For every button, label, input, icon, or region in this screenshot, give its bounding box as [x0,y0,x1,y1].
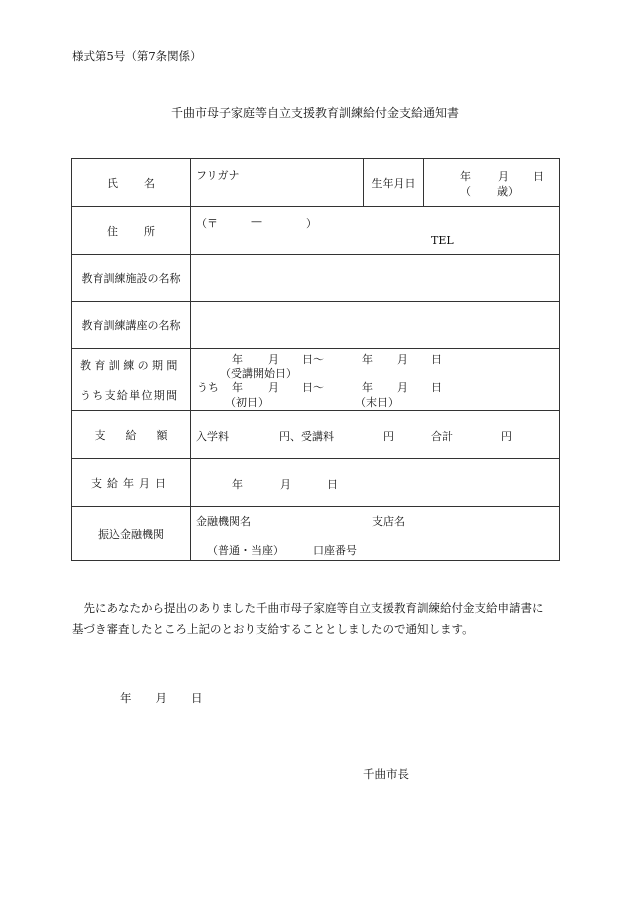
body-line-2: 基づき審査したところ上記のとおり支給することとしましたので通知します。 [72,622,474,636]
postal-open: （〒 [196,217,218,230]
period-start-year: 年 [232,353,243,366]
first-day-note: （初日） [225,396,269,409]
payment-year-unit: 年 [232,478,243,491]
amount-label-cell [72,411,191,459]
tuition-yen: 円 [383,430,394,443]
issue-date [120,690,203,706]
issue-month-unit: 月 [155,691,167,705]
course-field[interactable] [191,302,560,349]
row-course [72,302,560,349]
address-label-right: 所 [144,224,155,238]
last-day-note: （末日） [355,396,399,409]
unit-start-year: 年 [232,381,243,394]
address-field[interactable] [191,207,560,255]
issue-day-unit: 日 [191,691,203,705]
account-number-label: 口座番号 [313,544,357,557]
unit-end-year: 年 [362,381,373,394]
period-start-note: （受講開始日） [220,367,297,380]
row-payment-date [72,459,560,507]
notification-body [72,598,562,640]
payment-month-unit: 月 [280,478,291,491]
course-label: 教育訓練講座の名称 [72,302,191,349]
age-unit: 歳） [497,185,519,198]
form-number: 様式第5号（第7条関係） [72,49,202,63]
period-label-1: 教育訓練の期間 [80,359,181,372]
bank-label: 振込金融機関 [72,507,191,561]
account-type-label: （普通・当座） [207,544,284,557]
document-title: 千曲市母子家庭等自立支援教育訓練給付金支給通知書 [170,106,459,120]
issue-year-unit: 年 [120,691,132,705]
row-bank [72,507,560,561]
period-field[interactable] [191,349,560,411]
tel-label: TEL [431,234,454,247]
period-end-day: 日 [431,353,442,366]
amount-field[interactable] [191,411,560,459]
unit-end-month: 月 [397,381,408,394]
row-address [72,207,560,255]
bank-field[interactable] [191,507,560,561]
payment-date-label: 支給年月日 [72,459,191,507]
period-label-cell [72,349,191,411]
amount-label-2: 給 [125,428,137,442]
amount-label-1: 支 [94,428,106,442]
period-start-day: 日～ [302,353,324,366]
admission-fee-label: 入学料 [196,430,229,443]
name-label-cell [72,159,191,207]
facility-field[interactable] [191,255,560,302]
facility-label: 教育訓練施設の名称 [72,255,191,302]
name-label-left: 氏 [107,176,118,190]
tuition-label: 円、受講料 [279,430,334,443]
unit-start-day: 日～ [302,381,324,394]
institution-label: 金融機関名 [196,515,251,528]
unit-period-uchi: うち [197,381,219,394]
birthdate-label: 生年月日 [364,159,424,207]
birthdate-field[interactable] [424,159,560,207]
period-start-month: 月 [268,353,279,366]
amount-label-3: 額 [156,428,168,442]
birth-day-unit: 日 [533,170,544,183]
row-name [72,159,560,207]
body-line-1: 先にあなたから提出のありました千曲市母子家庭等自立支援教育訓練給付金支給申請書に [83,601,544,615]
issuer-name: 千曲市長 [363,767,409,781]
unit-end-day: 日 [431,381,442,394]
postal-dash: — [251,215,262,228]
total-label: 合計 [431,430,453,443]
total-yen: 円 [501,430,512,443]
notification-table [71,158,560,561]
branch-label: 支店名 [372,515,405,528]
address-label-cell [72,207,191,255]
age-open: （ [460,185,471,198]
postal-close: ） [306,217,317,230]
furigana-label: フリガナ [196,169,240,182]
payment-day-unit: 日 [327,478,338,491]
row-amount [72,411,560,459]
birth-year-unit: 年 [460,170,471,183]
address-label-left: 住 [107,224,118,238]
period-end-year: 年 [362,353,373,366]
unit-start-month: 月 [268,381,279,394]
payment-date-field[interactable] [191,459,560,507]
period-end-month: 月 [397,353,408,366]
name-field[interactable] [191,159,364,207]
row-period [72,349,560,411]
period-label-2: うち支給単位期間 [80,389,179,402]
birth-month-unit: 月 [498,170,509,183]
row-facility [72,255,560,302]
name-label-right: 名 [144,176,155,190]
